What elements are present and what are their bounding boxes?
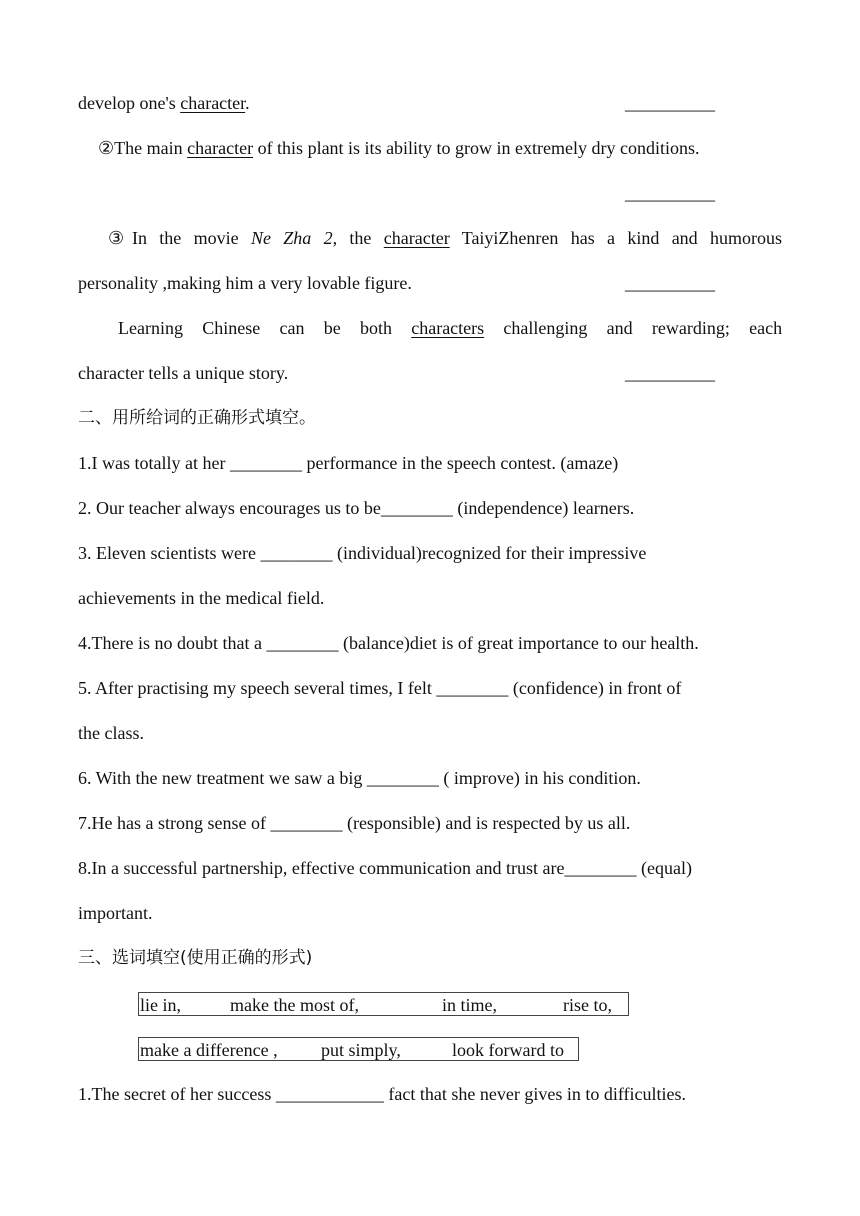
text: In the movie [131,228,251,248]
section-3-question-1: 1.The secret of her success ____________ fact that she never gives in to difficulties. [78,1084,686,1104]
question-8-line1: 8.In a successful partnership, effective communication and trust are________ (equal) [78,858,692,878]
question-3-line1: 3. Eleven scientists were ________ (individual)recognized for their impressive [78,543,647,563]
word-bank-box-1 [138,992,629,1016]
word-bank-item: rise to, [563,995,612,1015]
word-bank-item: look forward to [452,1040,564,1060]
word: challenging [503,318,588,338]
word: can [279,318,305,338]
word-bank-item: put simply, [321,1040,401,1060]
section-2-heading: 二、用所给词的正确形式填空。 [78,408,316,428]
answer-blank: __________ [625,93,715,113]
question-7: 7.He has a strong sense of ________ (responsible) and is respected by us all. [78,813,631,833]
question-5-line2: the class. [78,723,144,743]
item2-line [98,137,700,159]
answer-blank: __________ [625,363,715,383]
word: each [749,318,783,338]
question-6: 6. With the new treatment we saw a big ________ ( improve) in his condition. [78,768,641,788]
question-2: 2. Our teacher always encourages us to be________ (independence) learners. [78,498,635,518]
word-bank-item: lie in, [140,995,181,1015]
text: of this plant is its ability to grow in extremely dry conditions. [253,138,700,158]
underlined-word: characters [411,318,485,338]
text: develop one's [78,93,181,113]
item1-tail-line [78,92,250,114]
question-1: 1.I was totally at her ________ performance in the speech contest. (amaze) [78,453,619,473]
underlined-word: character [180,93,246,113]
underlined-word: character [187,138,254,158]
item3-line2: personality ,making him a very lovable figure. [78,273,412,293]
word-bank-item: make the most of, [230,995,359,1015]
answer-blank: __________ [625,273,715,293]
question-4: 4.There is no doubt that a ________ (balance)diet is of great importance to our health. [78,633,699,653]
word: both [359,318,392,338]
word-bank-item: in time, [442,995,497,1015]
answer-blank: __________ [625,183,715,203]
item4-line2: character tells a unique story. [78,363,289,383]
question-3-line2: achievements in the medical field. [78,588,325,608]
item4-line1 [118,317,782,339]
circled-number-3: ③ [108,228,132,248]
underlined-word: character [383,228,450,248]
text: The main [114,138,188,158]
word-bank-item: make a difference , [140,1040,278,1060]
section-3-heading: 三、选词填空(使用正确的形式) [78,948,313,968]
text: . [245,93,250,113]
circled-number-2: ② [98,138,115,158]
text: , the [332,228,384,248]
word: Learning [118,318,183,338]
word-bank-box-2 [138,1037,579,1061]
word: and [606,318,633,338]
word: Chinese [202,318,261,338]
question-5-line1: 5. After practising my speech several times, I felt ________ (confidence) in front of [78,678,682,698]
word: be [323,318,341,338]
item3-line1 [108,227,782,249]
text: TaiyiZhenren has a kind and humorous [449,228,783,248]
question-8-line2: important. [78,903,153,923]
movie-title: Ne Zha 2 [250,228,333,248]
word: rewarding; [651,318,730,338]
